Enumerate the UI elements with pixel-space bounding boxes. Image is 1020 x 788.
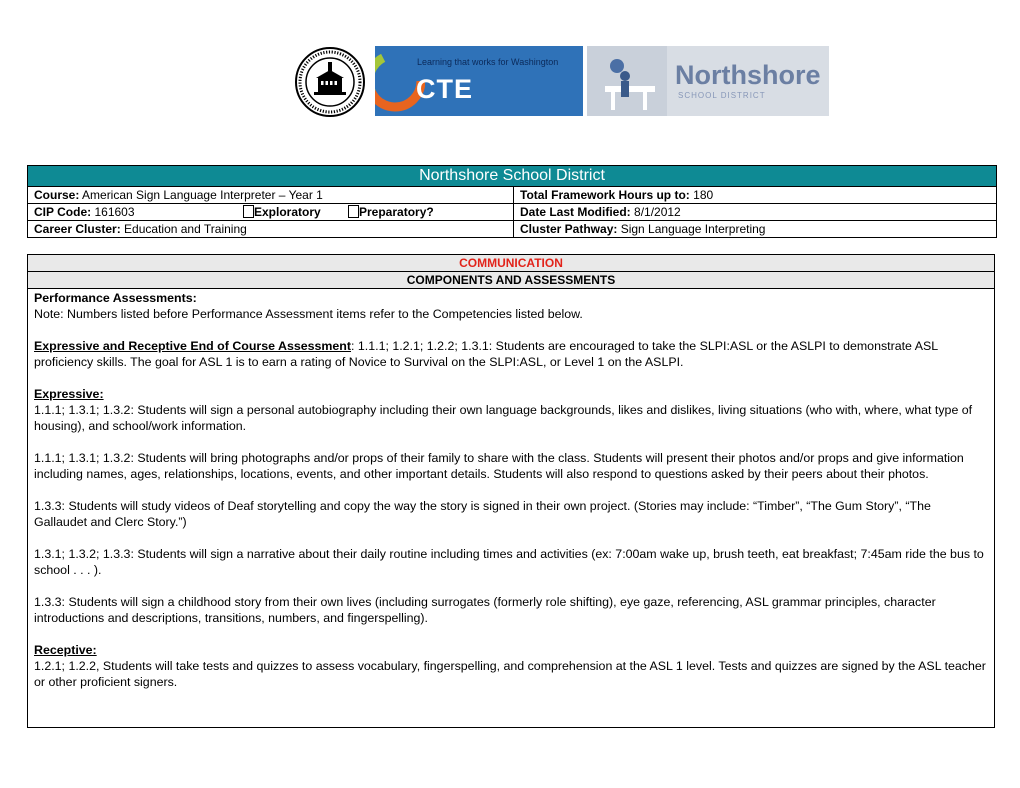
receptive-heading: Receptive: [34,643,97,657]
section-subtitle: COMPONENTS AND ASSESSMENTS [28,272,994,289]
hours-cell [514,187,996,203]
preparatory-checkbox[interactable] [348,205,359,218]
cluster-cell [28,221,514,237]
header-row-cluster [28,221,996,237]
northshore-wordmark: Northshore [675,60,821,90]
cte-wordmark: CTE [416,74,473,104]
course-header-table [27,165,997,238]
course-cell [28,187,514,203]
expressive-item: 1.3.3: Students will study videos of Deaf storytelling and copy the way the story is signed in their own project. (Stories may include: “Timber”, “The Gum Story”, “The Gallaudet and Clerc Story.”) [34,499,931,529]
hours-value: 180 [693,188,714,202]
communication-section [27,254,995,728]
pathway-value: Sign Language Interpreting [620,222,766,236]
expressive-heading: Expressive: [34,387,104,401]
preparatory-label: Preparatory? [359,205,434,219]
course-value: American Sign Language Interpreter – Year 1 [82,188,323,202]
header-row-course [28,187,996,204]
district-title: Northshore School District [28,166,996,187]
hours-label: Total Framework Hours up to: [520,188,690,202]
modified-value: 8/1/2012 [634,205,681,219]
logo-bar [0,44,1020,120]
cte-logo [375,46,583,116]
expressive-item: 1.3.1; 1.3.2; 1.3.3: Students will sign a narrative about their daily routine including times and activities (ex: 7:00am wake up, brush teeth, eat breakfast; 7:45am ride the bus to school . . . ). [34,547,984,577]
performance-heading: Performance Assessments: [34,291,197,305]
pathway-label: Cluster Pathway: [520,222,618,236]
cluster-value: Education and Training [124,222,247,236]
northshore-subtitle: SCHOOL DISTRICT [678,91,766,100]
header-row-cip [28,204,996,221]
course-label: Course: [34,188,80,202]
exploratory-label: Exploratory [254,205,321,219]
section-content [28,289,994,690]
cip-label: CIP Code: [34,205,92,219]
pathway-cell [514,221,996,237]
eoc-text: : 1.1.1; 1.2.1; 1.2.2; 1.3.1: Students are encouraged to take the SLPI:ASL or the ASLPI to demonstrate ASL proficiency skills. The goal for ASL 1 is to earn a rating of Novice to Survival on the SLPI:ASL, or Level 1 on the ASLPI. [34,339,938,369]
cip-value: 161603 [94,205,135,219]
modified-label: Date Last Modified: [520,205,631,219]
expressive-item: 1.1.1; 1.3.1; 1.3.2: Students will sign a personal autobiography including their own language backgrounds, likes and dislikes, living situations (who with, where, what type of housing), and school/work information. [34,403,973,433]
cte-tagline: Learning that works for Washington [417,57,559,67]
northshore-logo [587,46,829,116]
ospi-seal-logo [294,46,366,118]
section-title: COMMUNICATION [28,255,994,272]
expressive-item: 1.3.3: Students will sign a childhood story from their own lives (including surrogates (formerly role shifting), eye gaze, referencing, ASL grammar principles, character introductions and descriptions, transitions, numbers, and fingerspelling). [34,595,936,625]
cluster-label: Career Cluster: [34,222,121,236]
eoc-paragraph [34,338,986,370]
numbers-note: Note: Numbers listed before Performance Assessment items refer to the Competencies listed below. [34,307,583,321]
modified-cell [514,204,996,220]
eoc-heading: Expressive and Receptive End of Course Assessment [34,339,352,353]
exploratory-checkbox[interactable] [243,205,254,218]
receptive-text: 1.2.1; 1.2.2, Students will take tests and quizzes to assess vocabulary, fingerspelling, and comprehension at the ASL 1 level. Tests and quizzes are signed by the ASL teacher or other proficient signers. [34,659,986,689]
expressive-item: 1.1.1; 1.3.1; 1.3.2: Students will bring photographs and/or props of their family to share with the class. Students will present their photos and/or props and give information including names, ages, relationships, locations, events, and other important details. Students will also respond to questions asked by their peers about their photos. [34,451,964,481]
cip-cell [28,204,514,220]
